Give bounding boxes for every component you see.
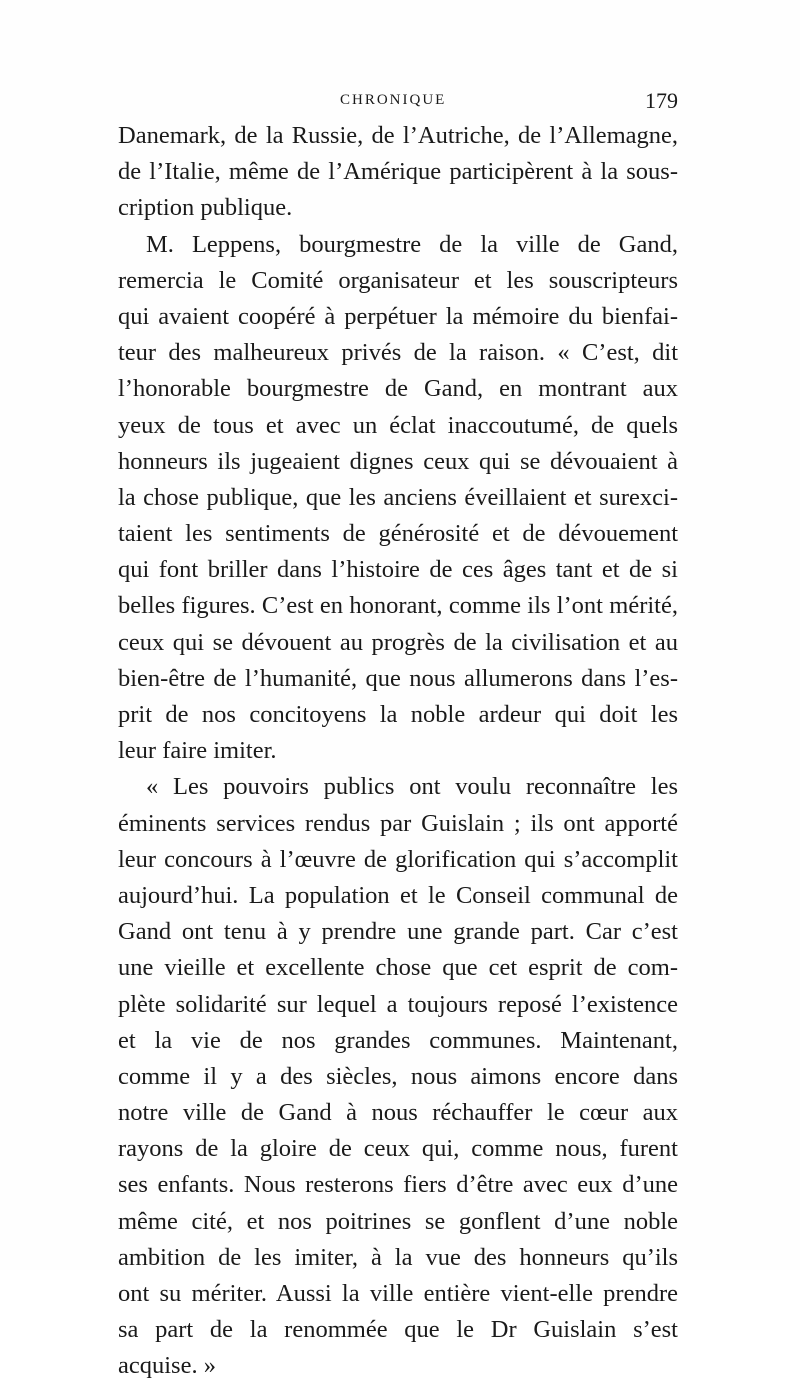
text-line: ambition de les imiter, à la vue des honneurs qu’ils [118, 1243, 678, 1271]
text-line: remercia le Comité organisateur et les souscripteurs [118, 266, 678, 294]
text-line: acquise. » [118, 1352, 216, 1380]
text-line: leur concours à l’œuvre de glorification qui s’accomplit [118, 845, 678, 873]
text-line: rayons de la gloire de ceux qui, comme nous, furent [118, 1135, 678, 1163]
text-line: comme il y a des siècles, nous aimons encore dans [118, 1062, 678, 1090]
text-line: aujourd’hui. La population et le Conseil communal de [118, 881, 678, 909]
text-line: M. Leppens, bourgmestre de la ville de Gand, [146, 230, 678, 258]
text-line: et la vie de nos grandes communes. Maintenant, [118, 1026, 678, 1054]
body-text [118, 118, 678, 1385]
text-line: de l’Italie, même de l’Amérique participèrent à la sous- [118, 158, 678, 186]
text-line: ses enfants. Nous resterons fiers d’être avec eux d’une [118, 1171, 678, 1199]
text-line: belles figures. C’est en honorant, comme ils l’ont mérité, [118, 592, 678, 620]
running-head-title: CHRONIQUE [340, 92, 447, 108]
text-line: taient les sentiments de générosité et de dévouement [118, 520, 678, 548]
text-line: qui avaient coopéré à perpétuer la mémoire du bienfai- [118, 302, 678, 330]
text-line: l’honorable bourgmestre de Gand, en montrant aux [118, 375, 678, 403]
text-line: même cité, et nos poitrines se gonflent d’une noble [118, 1207, 678, 1235]
text-line: bien-être de l’humanité, que nous allumerons dans l’es- [118, 664, 678, 692]
text-line: la chose publique, que les anciens éveillaient et surexci- [118, 483, 678, 511]
text-line: « Les pouvoirs publics ont voulu reconnaître les [146, 773, 678, 801]
text-line: Gand ont tenu à y prendre une grande part. Car c’est [118, 918, 678, 946]
text-line: éminents services rendus par Guislain ; ils ont apporté [118, 809, 678, 837]
text-line: ont su mériter. Aussi la ville entière vient-elle prendre [118, 1280, 678, 1307]
text-line: prit de nos concitoyens la noble ardeur qui doit les [118, 701, 678, 728]
text-line: teur des malheureux privés de la raison. « C’est, dit [118, 339, 678, 367]
text-line: qui font briller dans l’histoire de ces âges tant et de si [118, 556, 678, 584]
text-line: honneurs ils jugeaient dignes ceux qui se dévouaient à [118, 447, 678, 475]
text-line: yeux de tous et avec un éclat inaccoutumé, de quels [118, 411, 678, 439]
text-line: leur faire imiter. [118, 737, 277, 765]
text-line: notre ville de Gand à nous réchauffer le cœur aux [118, 1099, 678, 1127]
page-number: 179 [645, 88, 678, 113]
text-line: cription publique. [118, 194, 293, 222]
text-line: sa part de la renommée que le Dr Guislain s’est [118, 1316, 678, 1344]
text-line: une vieille et excellente chose que cet esprit de com- [118, 954, 678, 982]
text-line: plète solidarité sur lequel a toujours reposé l’existence [118, 990, 678, 1018]
text-line: ceux qui se dévouent au progrès de la civilisation et au [118, 628, 678, 656]
running-head [118, 88, 678, 114]
text-line: Danemark, de la Russie, de l’Autriche, de l’Allemagne, [118, 122, 678, 149]
